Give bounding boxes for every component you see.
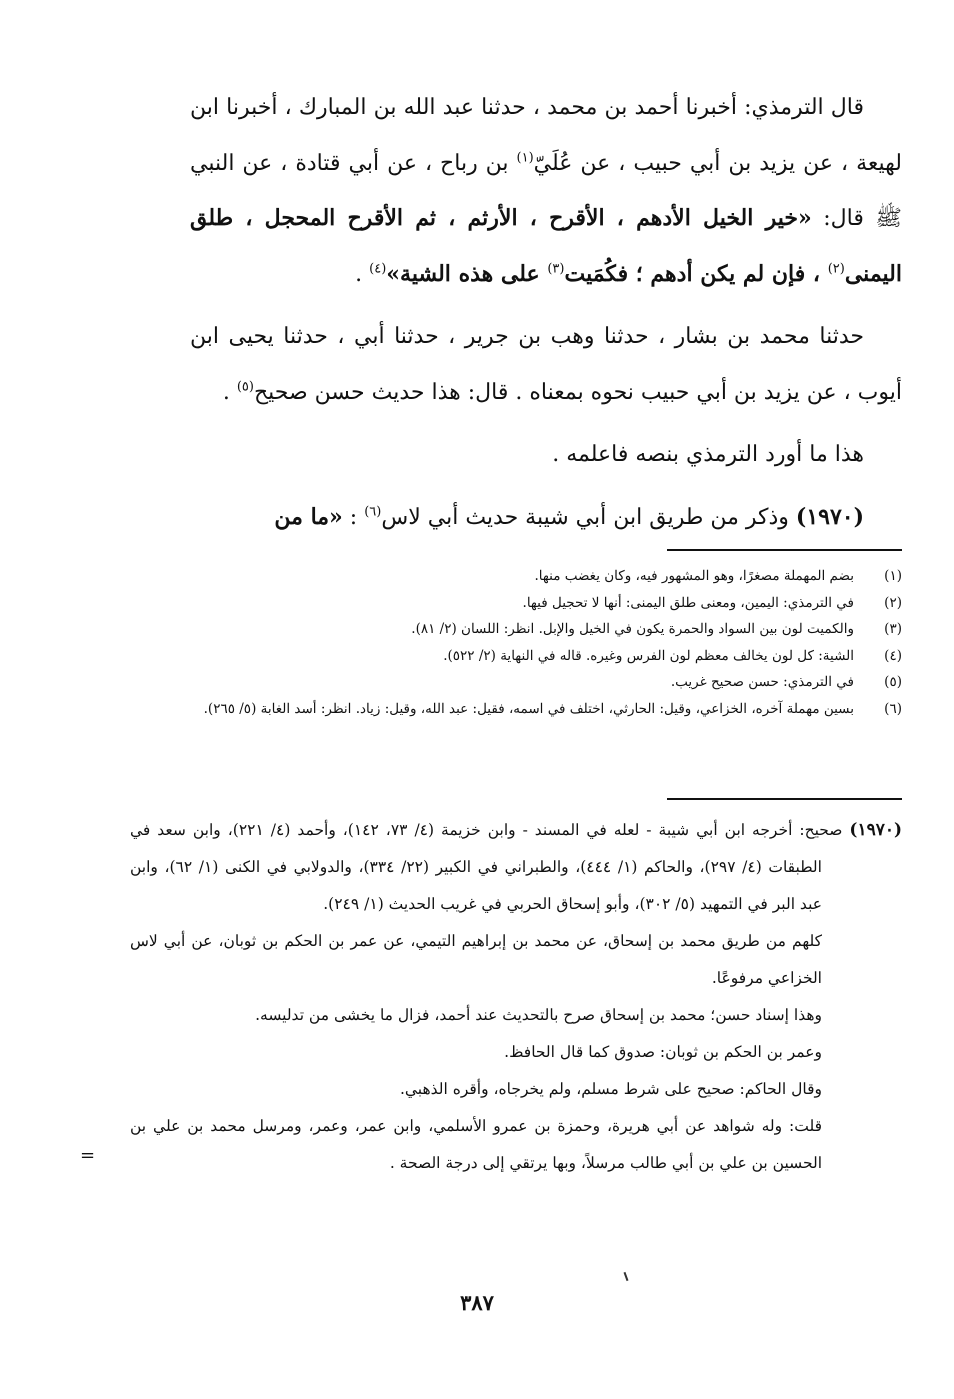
takhrij-line-2: كلهم من طريق محمد بن إسحاق، عن محمد بن إبراهيم التيمي، عن عمر بن الحكم بن ثوبان، عن أبي لاس الخزاعي مرفوعًا. <box>130 932 822 987</box>
footnote-6 <box>52 696 902 723</box>
takhrij-number: (١٩٧٠) <box>849 820 903 840</box>
footnote-ref-4[interactable]: (٤) <box>369 261 387 277</box>
footnote-divider <box>667 549 902 551</box>
footnote-text: والكميت لون بين السواد والحمرة يكون في الخيل والإبل. انظر: اللسان (٢/ ٨١). <box>411 621 854 637</box>
paragraph-4 <box>190 490 902 546</box>
footnote-text: في الترمذي: اليمين، ومعنى طلق اليمنى: أنها لا تحجيل فيها. <box>522 594 854 611</box>
footnote-2 <box>52 590 902 617</box>
footnote-3 <box>52 616 902 643</box>
hadith-quote-c: على هذه الشية» <box>386 260 548 287</box>
p2-text: حدثنا محمد بن بشار ، حدثنا وهب بن جرير ، حدثنا أبي ، حدثنا يحيى ابن أيوب ، عن يزيد بن أبي حبيب نحوه بمعناه . قال: هذا حديث حسن صحيح <box>190 324 902 405</box>
footnote-1 <box>52 563 902 590</box>
footnote-ref-2[interactable]: (٢) <box>827 261 845 277</box>
p4-text: وذكر من طريق ابن أبي شيبة حديث أبي لاس <box>381 504 796 530</box>
footnotes <box>52 563 902 722</box>
page-number: ٣٨٧ <box>460 1290 494 1315</box>
p2-end: . <box>222 379 237 405</box>
footnote-5 <box>52 669 902 696</box>
p4-colon: : <box>342 504 365 530</box>
takhrij-line-5: وقال الحاكم: صحيح على شرط مسلم، ولم يخرجاه، وأقره الذهبي. <box>399 1080 822 1098</box>
hadith-quote-a: «خير الخيل الأدهم ، الأقرح ، الأرثم ، ثم الأقرح المحجل ، طلق اليمنى <box>190 205 902 287</box>
footnote-text: في الترمذي: حسن صحيح غريب. <box>670 674 854 690</box>
main-text <box>190 80 902 552</box>
footnote-ref-3[interactable]: (٣) <box>547 261 565 277</box>
paragraph-2 <box>190 309 902 420</box>
hadith-quote-b: ، فإن لم يكن أدهم ؛ فكُمَيت <box>564 260 828 287</box>
p4-quote: «ما من <box>274 503 343 530</box>
footnote-text: بسين مهملة آخره، الخزاعي، وقيل: الحارثي، اختلف في اسمه، فقيل: عبد الله، وقيل: زياد. انظر: أسد الغابة (٥/ ٢٦٥). <box>203 700 854 717</box>
paragraph-1 <box>190 80 902 302</box>
footnote-number: (٣) <box>884 621 902 637</box>
paragraph-3: هذا ما أورد الترمذي بنصه فاعلمه . <box>552 442 864 467</box>
footnote-text: بضم المهملة مصغرًا، وهو المشهور فيه، وكان يغضب منها. <box>534 568 854 584</box>
hadith-number: (١٩٧٠) <box>795 503 864 530</box>
stray-mark <box>624 1272 629 1281</box>
footnote-number: (٦) <box>884 700 902 717</box>
footnote-ref-5[interactable]: (٥) <box>236 379 254 395</box>
takhrij-line-3: وهذا إسناد حسن؛ محمد بن إسحاق صرح بالتحديث عند أحمد، فزال ما يخشى من تدليسه. <box>255 1006 822 1024</box>
takhrij-line-1 <box>130 812 902 923</box>
footnote-4 <box>52 643 902 670</box>
footnote-ref-1[interactable]: (١) <box>516 150 534 166</box>
continuation-mark: = <box>80 1145 96 1166</box>
footnote-number: (١) <box>884 568 902 584</box>
takhrij-line-4: وعمر بن الحكم بن ثوبان: صدوق كما قال الحافظ. <box>504 1043 822 1061</box>
footnote-number: (٢) <box>884 594 902 611</box>
takhrij-divider <box>667 798 902 800</box>
footnote-ref-6[interactable]: (٦) <box>364 504 382 520</box>
takhrij-text-1: صحيح: أخرجه ابن أبي شيبة - لعله في المسند - وابن خزيمة (٤/ ٧٣، ١٤٢)، وأحمد (٤/ ٢٢١)، وابن سعد في الطبقات (٤/ ٢٩٧)، والحاكم (١/ ٤٤٤)، والطبراني في الكبير (٢٢/ ٣٣٤)، والدولابي في الكنى (١/ ٦٢)، وابن عبد البر في التمهيد (٥/ ٣٠٢)، وأبو إسحاق الحربي في غريب الحديث (١/ ٢٤٩). <box>130 821 850 913</box>
takhrij-line-6: قلت: وله شواهد عن أبي هريرة، وحمزة بن عمرو الأسلمي، وابن عمر، وعمر، ومرسل محمد بن علي بن الحسين بن علي بن أبي طالب مرسلاً، وبها يرتقي إلى درجة الصحة . <box>130 1117 822 1172</box>
footnote-text: الشية: كل لون يخالف معظم لون الفرس وغيره. قاله في النهاية (٢/ ٥٢٢). <box>443 647 854 664</box>
footnote-number: (٥) <box>884 674 902 690</box>
takhrij-section <box>80 812 903 1182</box>
p1-text-a: قال الترمذي: أخبرنا أحمد بن محمد ، حدثنا عبد الله بن المبارك ، أخبرنا ابن لهيعة ، عن يزيد بن أبي حبيب ، عن عُلَيّ <box>190 95 902 176</box>
p1-text-b: بن رباح ، عن أبي قتادة ، عن النبي ﷺ قال: <box>190 150 902 231</box>
p1-end: . <box>355 261 370 287</box>
footnote-number: (٤) <box>884 647 902 664</box>
